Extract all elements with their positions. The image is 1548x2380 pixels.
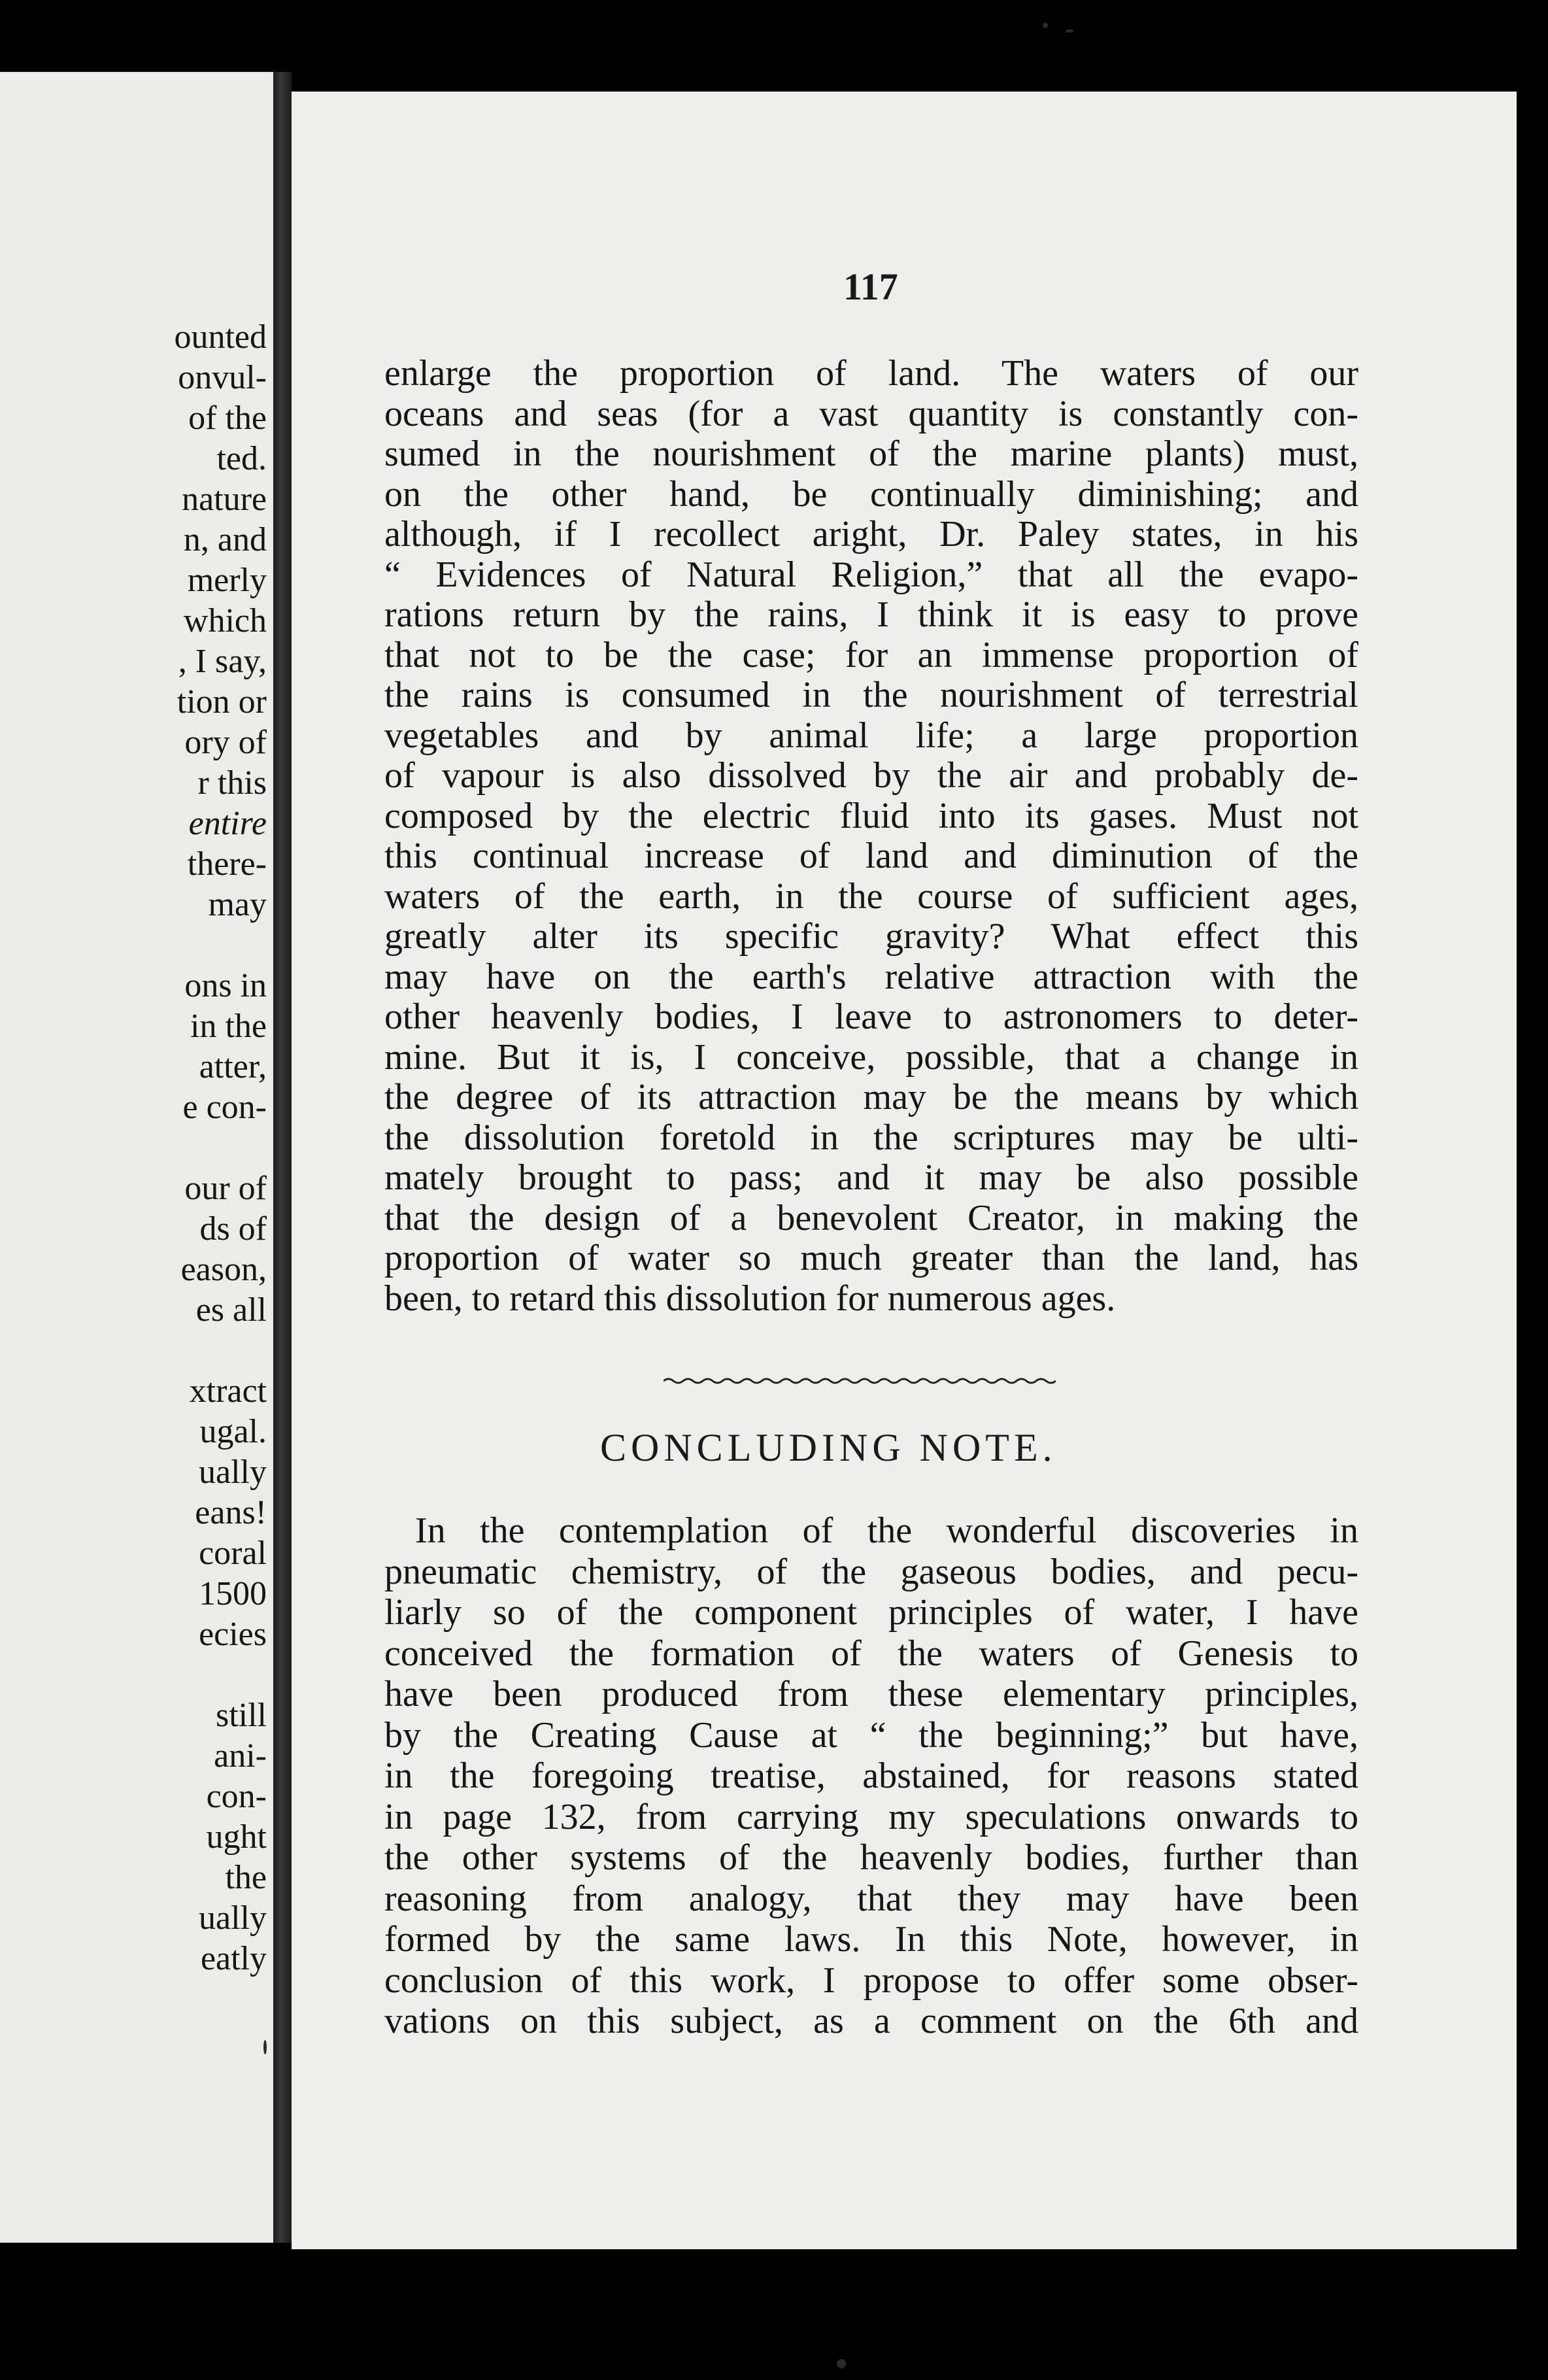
facing-page-line: ani- [214, 1737, 267, 1775]
body-line: sumed in the nourishment of the marine plants) must, [384, 434, 1358, 474]
facing-page-line: n, and [183, 521, 267, 558]
note-line: conclusion of this work, I propose to offer some obser- [384, 1960, 1358, 2001]
note-line: conceived the formation of the waters of Genesis to [384, 1633, 1358, 1674]
book-gutter [273, 72, 292, 2243]
facing-page-line: may [208, 886, 267, 923]
facing-page-line: r this [197, 764, 267, 802]
body-line: waters of the earth, in the course of sufficient ages, [384, 876, 1358, 917]
body-line: proportion of water so much greater than the land, has [384, 1238, 1358, 1278]
facing-page-line: onvul- [178, 359, 267, 396]
body-line: of vapour is also dissolved by the air and probably de- [384, 755, 1358, 796]
body-line: the dissolution foretold in the scriptures may be ulti- [384, 1117, 1358, 1158]
facing-page-line: in the [190, 1008, 267, 1045]
facing-page-line: our of [184, 1170, 267, 1207]
section-heading: CONCLUDING NOTE. [600, 1426, 1057, 1469]
facing-page-line: tion or [177, 683, 267, 721]
facing-page-line: the [225, 1859, 267, 1896]
body-line: other heavenly bodies, I leave to astronomers to deter- [384, 996, 1358, 1037]
wavy-divider [664, 1376, 1056, 1386]
note-line: the other systems of the heavenly bodies, further than [384, 1837, 1358, 1878]
body-line: “ Evidences of Natural Religion,” that all the evapo- [384, 554, 1358, 595]
body-line: been, to retard this dissolution for numerous ages. [384, 1278, 1116, 1319]
facing-page-line: merly [187, 562, 267, 599]
body-line: oceans and seas (for a vast quantity is constantly con- [384, 393, 1358, 434]
facing-page-line: ted. [216, 440, 267, 477]
facing-page-line: of the [188, 400, 267, 437]
facing-page-line: ounted [174, 318, 267, 356]
facing-page [0, 72, 273, 2243]
note-line: formed by the same laws. In this Note, however, in [384, 1919, 1358, 1960]
note-line: by the Creating Cause at “ the beginning;” but have, [384, 1714, 1358, 1756]
note-line: pneumatic chemistry, of the gaseous bodies, and pecu- [384, 1551, 1358, 1592]
body-line: this continual increase of land and diminution of the [384, 836, 1358, 876]
body-line: mine. But it is, I conceive, possible, that a change in [384, 1036, 1358, 1078]
note-line: liarly so of the component principles of water, I have [384, 1592, 1358, 1633]
body-line: enlarge the proportion of land. The waters of our [384, 353, 1358, 394]
facing-page-line: which [183, 602, 267, 639]
note-line: reasoning from analogy, that they may have been [384, 1878, 1358, 1919]
facing-page-line: es all [195, 1291, 267, 1329]
body-line: rations return by the rains, I think it is easy to prove [384, 594, 1358, 635]
note-line: in the foregoing treatise, abstained, for reasons stated [384, 1756, 1358, 1796]
facing-page-line: xtract [189, 1372, 267, 1410]
facing-page-line: ugal. [199, 1413, 267, 1450]
facing-page-line: , I say, [178, 643, 267, 680]
facing-page-line: ught [206, 1818, 267, 1856]
facing-page-line: con- [206, 1778, 267, 1815]
body-line: on the other hand, be continually diminishing; and [384, 473, 1358, 515]
page-number: 117 [843, 265, 898, 308]
print-speck [1066, 29, 1073, 33]
facing-page-line: atter, [199, 1048, 267, 1085]
print-speck [263, 2040, 267, 2054]
facing-page-line: still [215, 1697, 267, 1734]
facing-page-line: eason, [180, 1251, 267, 1288]
facing-page-line: nature [182, 481, 267, 518]
note-line: have been produced from these elementary principles, [384, 1674, 1358, 1714]
print-speck [1043, 23, 1048, 28]
body-line: that not to be the case; for an immense proportion of [384, 634, 1358, 675]
facing-page-line: ually [199, 1454, 267, 1491]
body-line: vegetables and by animal life; a large proportion [384, 715, 1358, 756]
note-line: In the contemplation of the wonderful discoveries in [415, 1510, 1358, 1551]
facing-page-line: 1500 [199, 1575, 267, 1612]
facing-page-line: entire [188, 805, 267, 842]
facing-page-line: ons in [184, 967, 267, 1004]
note-line: in page 132, from carrying my speculations onwards to [384, 1796, 1358, 1837]
facing-page-line: ds of [199, 1210, 267, 1248]
body-line: greatly alter its specific gravity? What effect this [384, 916, 1358, 957]
facing-page-line: eatly [200, 1940, 267, 1977]
facing-page-line: there- [187, 845, 267, 883]
facing-page-line: ecies [199, 1616, 267, 1653]
body-line: although, if I recollect aright, Dr. Paley states, in his [384, 514, 1358, 554]
facing-page-line: ory of [184, 724, 267, 761]
facing-page-line: eans! [195, 1494, 267, 1531]
print-speck [837, 2359, 846, 2368]
body-line: that the design of a benevolent Creator, in making the [384, 1197, 1358, 1238]
facing-page-line: e con- [182, 1089, 267, 1126]
body-line: the rains is consumed in the nourishment of terrestrial [384, 675, 1358, 715]
body-line: may have on the earth's relative attraction with the [384, 956, 1358, 997]
note-line: vations on this subject, as a comment on the 6th and [384, 2001, 1358, 2041]
facing-page-line: ually [199, 1899, 267, 1937]
body-line: mately brought to pass; and it may be also possible [384, 1157, 1358, 1198]
facing-page-line: coral [199, 1535, 267, 1572]
body-line: the degree of its attraction may be the means by which [384, 1077, 1358, 1117]
body-line: composed by the electric fluid into its gases. Must not [384, 795, 1358, 836]
